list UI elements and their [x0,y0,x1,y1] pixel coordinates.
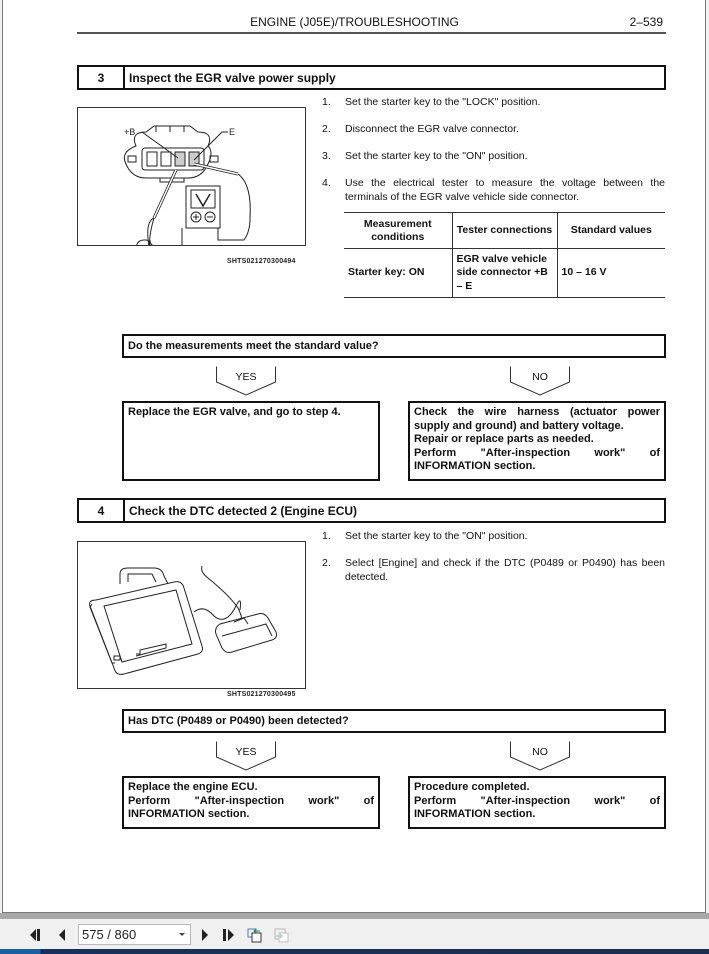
result-line: Repair or replace parts as needed. [414,433,594,446]
result-line: Perform "After-inspection work" of INFORMATION section. [414,794,660,821]
label-plus-b: +B [124,127,136,137]
yes-arrow [216,741,276,771]
table-header-row [344,213,665,249]
step-3-question: Do the measurements meet the standard value? [122,334,666,358]
result-line: Replace the engine ECU. [128,781,258,793]
egr-connector-figure [77,107,306,246]
page-number: 2–539 [629,15,663,29]
instruction-text: Select [Engine] and check if the DTC (P0489 or P0490) has been detected. [345,557,665,583]
table-row [344,249,665,298]
step-3-no-result [408,401,666,481]
previous-page-icon [57,928,67,942]
step-3-yes-result [122,401,380,481]
first-page-icon [29,928,45,942]
instruction-number: 1. [322,96,331,108]
yes-arrow [216,366,276,396]
instruction-item [322,530,665,544]
next-page-button[interactable] [197,927,213,943]
no-arrow [510,366,570,396]
instruction-item [322,96,665,110]
viewer-toolbar [0,919,709,949]
label-e: E [229,127,236,137]
column-header: Measurement conditions [344,213,452,249]
step-4-no-result [408,776,666,829]
step-4-number: 4 [79,500,125,521]
go-back-view-icon [247,927,263,943]
yes-label: YES [235,746,257,758]
instruction-number: 4. [322,177,331,189]
step-4-yes-result [122,776,380,829]
column-header: Standard values [557,213,665,249]
first-page-button[interactable] [29,927,45,943]
step-4-question: Has DTC (P0489 or P0490) been detected? [122,709,666,733]
table-cell: 10 – 16 V [557,249,665,298]
step-4-title: Check the DTC detected 2 (Engine ECU) [129,503,358,518]
result-line: Procedure completed. [414,781,530,793]
page-header-title [0,15,709,29]
table-cell: EGR valve vehicle side connector +B – E [452,249,557,298]
step-3-number: 3 [79,67,125,88]
instruction-text: Set the starter key to the "ON" position. [345,150,528,162]
instruction-number: 2. [322,123,331,135]
diagnostic-tablet-diagram [78,542,305,688]
diagnostic-tablet-figure [77,541,306,689]
last-page-icon [221,928,237,942]
no-label: NO [532,746,548,758]
last-page-button[interactable] [221,927,237,943]
step-4-header [77,498,666,523]
step-4-instructions [322,530,665,598]
instruction-number: 1. [322,530,331,542]
instruction-item [322,557,665,584]
instruction-item [322,123,665,137]
instruction-number: 3. [322,150,331,162]
header-title-text: ENGINE (J05E)/TROUBLESHOOTING [250,15,459,29]
page-number-dropdown[interactable] [78,924,191,945]
figure-caption-495: SHTS021270300495 [227,691,296,698]
next-page-icon [200,928,210,942]
yes-label: YES [235,371,257,383]
instruction-item [322,177,665,204]
no-arrow [510,741,570,771]
instruction-item [322,150,665,164]
no-label: NO [532,371,548,383]
go-back-view-button[interactable] [247,927,263,943]
page-indicator: 575 / 860 [82,927,137,942]
instruction-text: Set the starter key to the "LOCK" position. [345,96,541,108]
egr-connector-voltmeter-diagram [78,108,305,245]
result-line: Replace the EGR valve, and go to step 4. [128,406,341,418]
result-line: Check the wire harness (actuator power supply and ground) and battery voltage. [414,406,660,432]
column-header: Tester connections [452,213,557,249]
instruction-text: Disconnect the EGR valve connector. [345,123,519,135]
measurement-table [344,212,665,298]
figure-caption-494: SHTS021270300494 [227,258,296,265]
go-forward-view-icon [273,927,289,943]
result-line: Perform "After-inspection work" of INFORMATION section. [128,794,374,821]
go-forward-view-button[interactable] [273,927,289,943]
table-cell: Starter key: ON [344,249,452,298]
instruction-text: Set the starter key to the "ON" position. [345,530,528,542]
step-3-header [77,65,666,90]
step-3-instructions [322,96,665,218]
chevron-down-icon [179,933,185,936]
result-line: Perform "After-inspection work" of INFORMATION section. [414,446,660,473]
step-3-title: Inspect the EGR valve power supply [129,70,336,85]
taskbar-strip [0,949,709,954]
previous-page-button[interactable] [54,927,70,943]
instruction-number: 2. [322,557,331,569]
instruction-text: Use the electrical tester to measure the voltage between the terminals of the EGR valve vehicle side connector. [345,177,665,203]
header-rule [77,32,666,34]
